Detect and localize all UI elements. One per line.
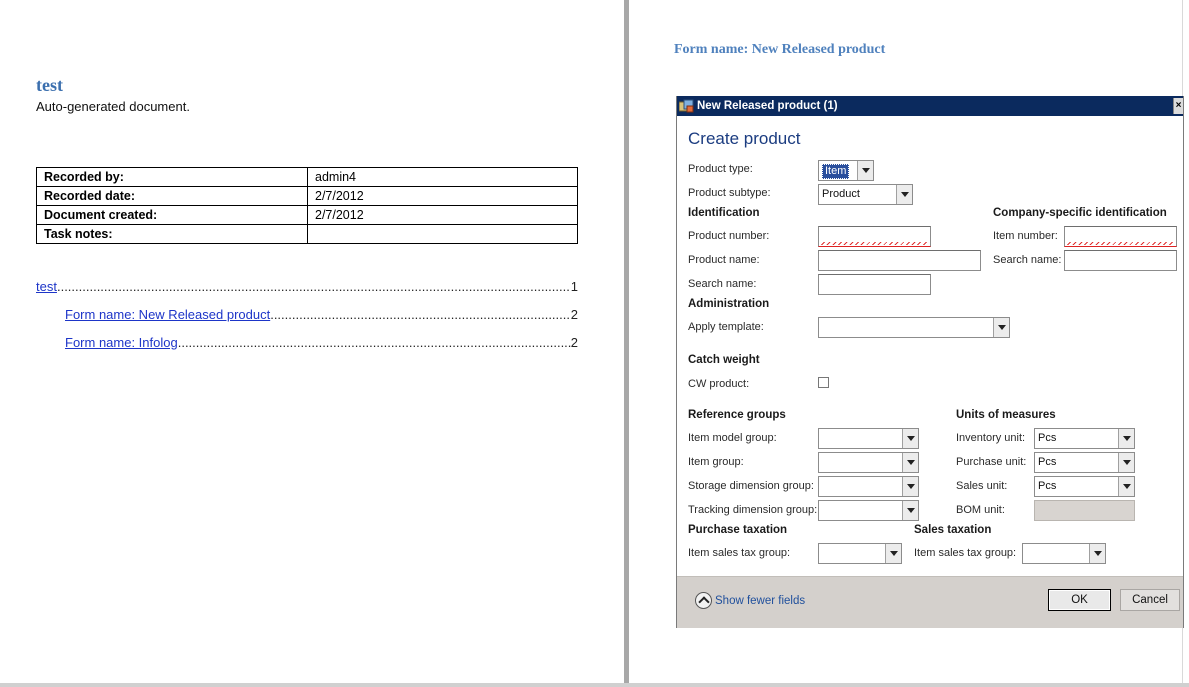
inventory-unit-label: Inventory unit: [956, 432, 1026, 444]
toc-leader [270, 307, 571, 322]
info-label-document-created: Document created: [37, 206, 308, 225]
table-row [37, 225, 578, 244]
purchase-unit-select[interactable] [1034, 452, 1135, 473]
toc-leader [178, 335, 571, 350]
units-section: Units of measures [956, 409, 1056, 421]
dialog-title: New Released product (1) [697, 100, 838, 112]
bom-unit-input [1034, 500, 1135, 521]
toc-entry-infolog [65, 335, 578, 351]
chevron-down-icon[interactable] [896, 185, 912, 204]
item-number-input[interactable] [1064, 226, 1177, 247]
purchase-taxation-section: Purchase taxation [688, 524, 788, 536]
table-row [37, 206, 578, 225]
search-name-input[interactable] [818, 274, 931, 295]
storage-dimension-group-label: Storage dimension group: [688, 480, 814, 492]
tracking-dimension-group-select[interactable] [818, 500, 919, 521]
info-label-recorded-date: Recorded date: [37, 187, 308, 206]
toc-page-number: 2 [570, 335, 578, 350]
company-search-name-input[interactable] [1064, 250, 1177, 271]
chevron-down-icon[interactable] [993, 318, 1009, 337]
product-type-select[interactable] [818, 160, 874, 181]
chevron-down-icon[interactable] [902, 429, 918, 448]
bom-unit-label: BOM unit: [956, 504, 1005, 516]
toc-link-test[interactable]: test [36, 279, 57, 294]
info-label-recorded-by: Recorded by: [37, 168, 308, 187]
product-type-label: Product type: [688, 163, 753, 175]
toc-link-infolog[interactable]: Form name: Infolog [65, 335, 178, 350]
company-identification-section: Company-specific identification [993, 207, 1167, 219]
cancel-button[interactable]: Cancel [1120, 589, 1180, 611]
form-name-heading: Form name: New Released product [674, 42, 886, 57]
sales-item-sales-tax-group-select[interactable] [1022, 543, 1106, 564]
chevron-down-icon[interactable] [902, 501, 918, 520]
chevron-down-icon[interactable] [1118, 429, 1134, 448]
product-name-input[interactable] [818, 250, 981, 271]
inventory-unit-select[interactable] [1034, 428, 1135, 449]
reference-groups-section: Reference groups [688, 409, 786, 421]
apply-template-label: Apply template: [688, 321, 764, 333]
chevron-down-icon[interactable] [1089, 544, 1105, 563]
table-row [37, 187, 578, 206]
company-search-name-label: Search name: [993, 254, 1062, 266]
document-subtitle: Auto-generated document. [36, 99, 190, 114]
bottom-scrollbar-edge [0, 683, 1189, 687]
cw-product-label: CW product: [688, 378, 750, 390]
app-icon [679, 99, 695, 113]
document-title: test [36, 75, 63, 95]
product-number-input[interactable] [818, 226, 931, 247]
item-number-label: Item number: [993, 230, 1058, 242]
show-fewer-fields-label[interactable]: Show fewer fields [715, 594, 806, 607]
chevron-down-icon[interactable] [857, 161, 873, 180]
product-subtype-select[interactable] [818, 184, 913, 205]
chevron-up-circle-icon[interactable] [695, 592, 712, 609]
chevron-down-icon[interactable] [1118, 477, 1134, 496]
item-model-group-label: Item model group: [688, 432, 777, 444]
chevron-down-icon[interactable] [902, 453, 918, 472]
sales-unit-label: Sales unit: [956, 480, 1008, 492]
tracking-dimension-group-label: Tracking dimension group: [688, 504, 818, 516]
toc-leader [57, 279, 571, 294]
table-row [37, 168, 578, 187]
toc-entry-test [36, 279, 578, 295]
sales-item-sales-tax-group-label: Item sales tax group: [914, 547, 1017, 559]
identification-section: Identification [688, 207, 760, 219]
product-subtype-label: Product subtype: [688, 187, 771, 199]
purchase-item-sales-tax-group-label: Item sales tax group: [688, 547, 791, 559]
product-subtype-value: Product [822, 188, 860, 200]
info-table [36, 167, 578, 244]
cw-product-checkbox[interactable] [818, 377, 829, 388]
purchase-unit-value: Pcs [1038, 456, 1057, 468]
item-group-label: Item group: [688, 456, 744, 468]
show-fewer-fields-link[interactable] [695, 592, 805, 609]
purchase-item-sales-tax-group-select[interactable] [818, 543, 902, 564]
administration-section: Administration [688, 298, 770, 310]
search-name-label: Search name: [688, 278, 757, 290]
apply-template-select[interactable] [818, 317, 1010, 338]
info-value-document-created: 2/7/2012 [308, 206, 578, 225]
toc-page-number: 2 [570, 307, 578, 322]
sales-taxation-section: Sales taxation [914, 524, 992, 536]
info-value-recorded-by: admin4 [308, 168, 578, 187]
catch-weight-section: Catch weight [688, 354, 760, 366]
dialog-footer [677, 576, 1183, 628]
storage-dimension-group-select[interactable] [818, 476, 919, 497]
chevron-down-icon[interactable] [1118, 453, 1134, 472]
inventory-unit-value: Pcs [1038, 432, 1057, 444]
item-model-group-select[interactable] [818, 428, 919, 449]
purchase-unit-label: Purchase unit: [956, 456, 1027, 468]
product-number-label: Product number: [688, 230, 770, 242]
toc-page-number: 1 [570, 279, 578, 294]
info-label-task-notes: Task notes: [37, 225, 308, 244]
dialog-titlebar [677, 96, 1183, 116]
chevron-down-icon[interactable] [902, 477, 918, 496]
item-group-select[interactable] [818, 452, 919, 473]
ok-button[interactable]: OK [1048, 589, 1111, 611]
sales-unit-select[interactable] [1034, 476, 1135, 497]
create-product-heading: Create product [688, 129, 801, 148]
chevron-down-icon[interactable] [885, 544, 901, 563]
product-type-value: Item [822, 164, 849, 179]
product-name-label: Product name: [688, 254, 760, 266]
close-icon[interactable]: × [1173, 98, 1183, 114]
toc-link-new-released-product[interactable]: Form name: New Released product [65, 307, 271, 322]
new-released-product-dialog [676, 96, 1184, 628]
sales-unit-value: Pcs [1038, 480, 1057, 492]
toc-entry-new-released-product [65, 307, 578, 323]
info-value-task-notes [308, 225, 578, 244]
info-value-recorded-date: 2/7/2012 [308, 187, 578, 206]
